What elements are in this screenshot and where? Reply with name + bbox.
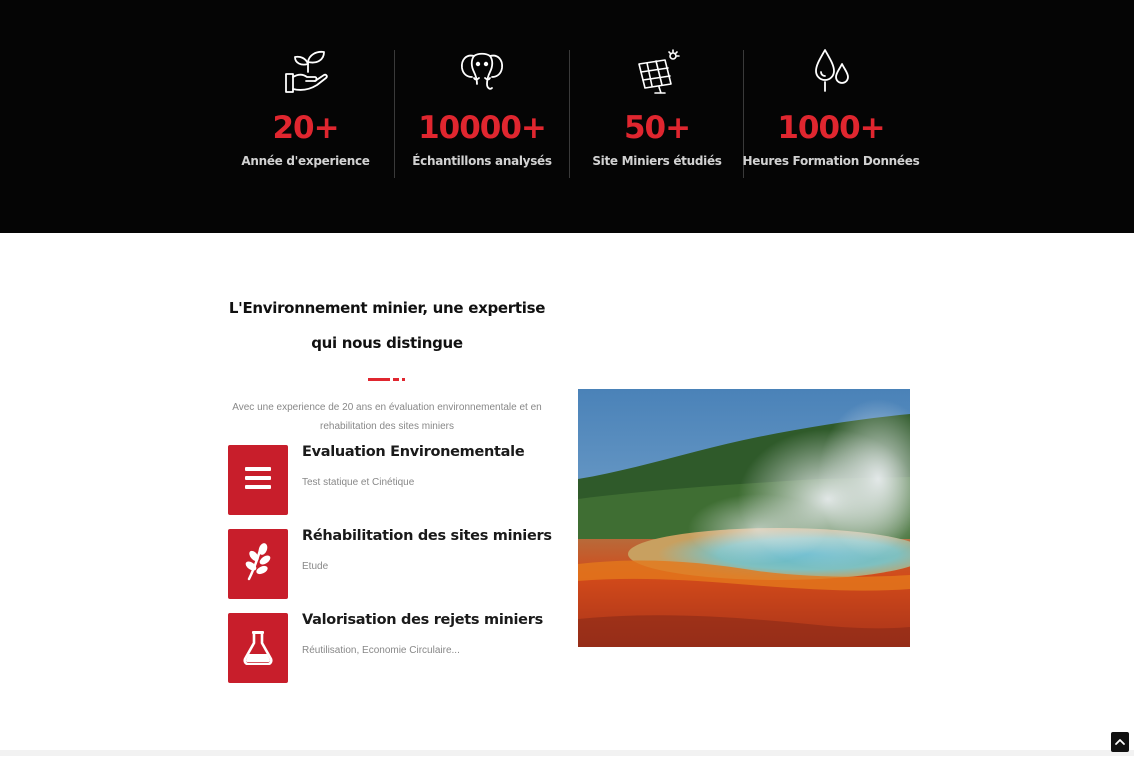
expertise-section [0, 233, 1134, 750]
scroll-top-button[interactable] [1111, 732, 1129, 752]
stat-samples [394, 50, 569, 178]
stat-experience [218, 50, 393, 178]
stat-number: 1000+ [777, 110, 885, 146]
leaf-icon [243, 543, 273, 583]
stat-number: 50+ [623, 110, 691, 146]
stat-label: Échantillons analysés [412, 154, 552, 168]
service-description: Réutilisation, Economie Circulaire... [302, 645, 460, 656]
chevron-up-icon [1111, 732, 1129, 752]
service-description: Etude [302, 561, 329, 572]
service-description: Test statique et Cinétique [302, 477, 415, 488]
stat-label: Heures Formation Données [742, 154, 920, 168]
service-icon-box [228, 529, 288, 599]
stat-sites [569, 50, 744, 178]
stats-section [0, 0, 1134, 233]
solar-panel-icon [633, 48, 681, 96]
service-icon-box [228, 445, 288, 515]
section-title: L'Environnement minier, une expertise qui nous distingue [228, 299, 546, 352]
stat-number: 20+ [272, 110, 339, 146]
section-intro: Avec une experience de 20 ans en évaluation environnementale et en rehabilitation des sites miniers [232, 402, 542, 432]
flask-icon [243, 631, 273, 665]
water-drops-icon [807, 48, 855, 96]
service-icon-box [228, 613, 288, 683]
footer-edge [0, 750, 1134, 756]
hot-spring-photo [578, 389, 910, 647]
stat-label: Site Miniers étudiés [592, 154, 722, 168]
title-separator-dash [393, 378, 399, 381]
hand-plant-icon [282, 48, 330, 96]
title-separator [368, 378, 390, 381]
service-title: Valorisation des rejets miniers [302, 612, 543, 628]
stat-hours [743, 50, 918, 178]
list-icon [243, 465, 273, 495]
title-separator-dot [402, 378, 405, 381]
stat-label: Année d'experience [241, 154, 370, 168]
elephant-icon [458, 48, 506, 96]
stat-number: 10000+ [418, 110, 546, 146]
service-title: Réhabilitation des sites miniers [302, 528, 552, 544]
service-title: Evaluation Environementale [302, 444, 525, 460]
